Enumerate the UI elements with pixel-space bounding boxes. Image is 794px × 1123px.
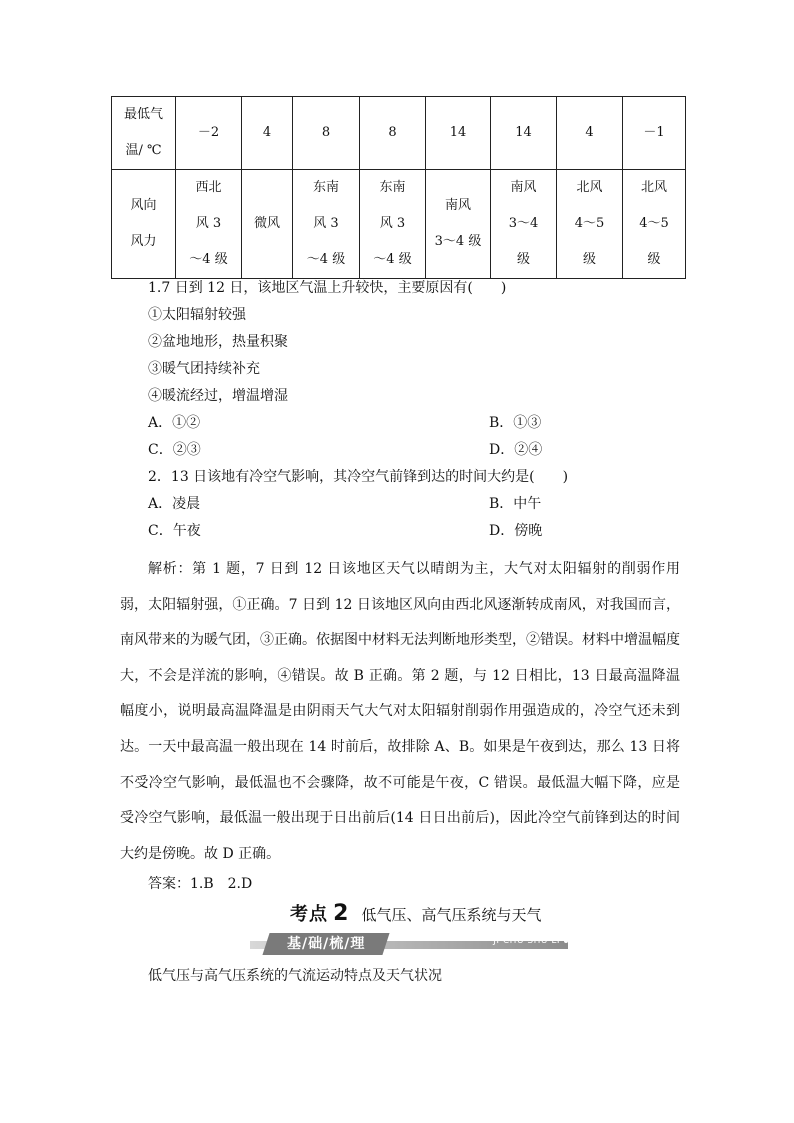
- table-cell: 8: [360, 97, 426, 170]
- table-cell: 14: [491, 97, 557, 170]
- question-1-stem: 1.7 日到 12 日，该地区气温上升较快，主要原因有( ): [148, 280, 507, 296]
- q1-item-4: ④暖流经过，增温增湿: [148, 388, 288, 404]
- row-label-wind: 风向 风力: [112, 170, 176, 279]
- weather-table: [111, 96, 686, 279]
- table-cell: 4: [242, 97, 293, 170]
- table-cell: 4: [557, 97, 623, 170]
- table-cell: 微风: [242, 170, 293, 279]
- question-2-stem: 2．13 日该地有冷空气影响，其冷空气前锋到达的时间大约是( ): [148, 469, 569, 485]
- answer-line: 答案：1.B 2.D: [148, 876, 253, 892]
- table-cell: 东南 风 3 ～4 级: [360, 170, 426, 279]
- q2-option-b: B．中午: [489, 496, 542, 512]
- q2-option-a: A．凌晨: [148, 496, 201, 512]
- q2-option-c: C．午夜: [148, 523, 201, 539]
- section-title: 低气压、高气压系统与天气: [361, 906, 542, 924]
- table-cell: 西北 风 3 ～4 级: [176, 170, 242, 279]
- band-label: 基/础/梳/理: [286, 936, 366, 952]
- table-cell: 14: [426, 97, 491, 170]
- table-cell: －2: [176, 97, 242, 170]
- section-heading: [290, 900, 542, 926]
- q1-item-1: ①太阳辐射较强: [148, 307, 246, 323]
- table-cell: 北风 4～5 级: [623, 170, 686, 279]
- row-label-min-temp: 最低气 温/ ℃: [112, 97, 176, 170]
- table-cell: 南风 3～4 级: [491, 170, 557, 279]
- table-row-min-temp: [112, 97, 686, 170]
- q1-option-a: A．①②: [148, 415, 201, 431]
- band-tag: [262, 933, 389, 955]
- q1-option-d: D．②④: [489, 442, 543, 458]
- q1-option-b: B．①③: [489, 415, 542, 431]
- q2-option-d: D．傍晚: [489, 523, 543, 539]
- table-cell: 北风 4～5 级: [557, 170, 623, 279]
- q1-item-2: ②盆地地形，热量积聚: [148, 334, 288, 350]
- table-row-wind: [112, 170, 686, 279]
- section-band: [250, 933, 568, 955]
- q1-item-3: ③暖气团持续补充: [148, 361, 260, 377]
- table-cell: 东南 风 3 ～4 级: [293, 170, 360, 279]
- section-kaodian: 考点: [290, 904, 328, 925]
- subtitle: 低气压与高气压系统的气流运动特点及天气状况: [148, 968, 442, 984]
- q1-option-c: C．②③: [148, 442, 201, 458]
- band-pinyin: JI CHU SHU LI: [493, 936, 560, 946]
- analysis-paragraph: 解析：第 1 题，7 日到 12 日该地区天气以晴朗为主，大气对太阳辐射的削弱作用弱，太阳辐射强，①正确。7 日到 12 日该地区风向由西北风逐渐转成南风，对我国而言，南风带来的为暖气团，③正确。依据图中材料无法判断地形类型，②错误。材料中增温幅度大，不会是洋流的影响，④错误。故 B 正确。第 2 题，与 12 日相比，13 日最高温降温幅度小，说明最高温降温是由阴雨天气大气对太阳辐射削弱作用强造成的，冷空气还未到达。一天中最高温一般出现在 14 时前后，故排除 A、B。如果是午夜到达，那么 13 日将不受冷空气影响，最低温也不会骤降，故不可能是午夜，C 错误。最低温大幅下降，应是受冷空气影响，最低温一般出现于日出前后(14 日日出前后)，因此冷空气前锋到达的时间大约是傍晚。故 D 正确。: [120, 561, 680, 862]
- table-cell: 8: [293, 97, 360, 170]
- band-dot-icon: [564, 939, 568, 943]
- band-pinyin-wrap: [493, 936, 568, 946]
- section-number: 2: [333, 901, 349, 926]
- table-cell: 南风 3～4 级: [426, 170, 491, 279]
- table-cell: －1: [623, 97, 686, 170]
